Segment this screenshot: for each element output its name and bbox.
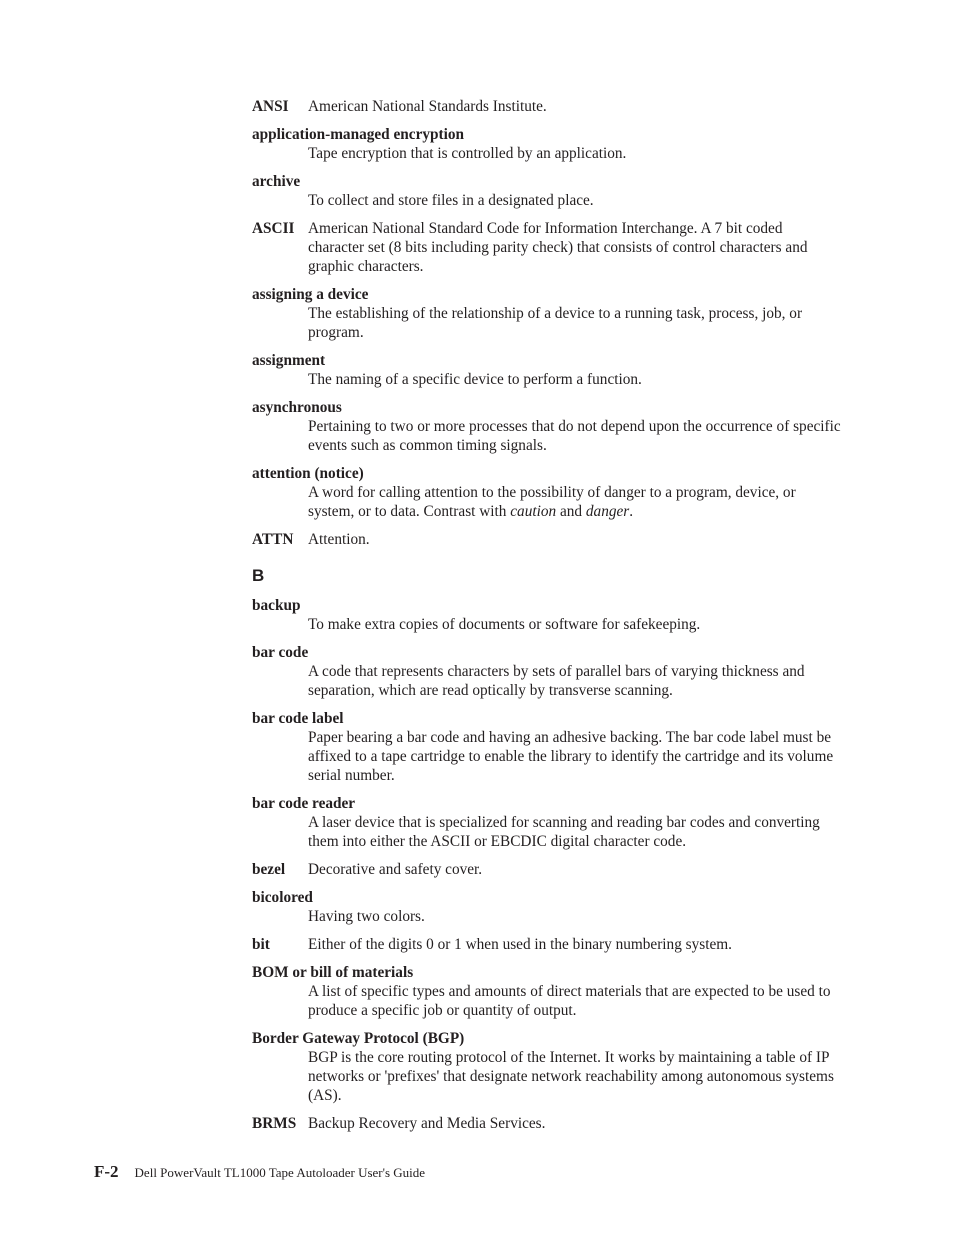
glossary-definition <box>308 370 842 389</box>
definition-text: Paper bearing a bar code and having an adhesive backing. The bar code label must be affixed to a tape cartridge to enable the library to identify the cartridge and its volume serial number. <box>308 729 834 784</box>
glossary-term: backup <box>252 597 301 614</box>
definition-text: Either of the digits 0 or 1 when used in the binary numbering system. <box>308 936 732 953</box>
glossary-term: bicolored <box>252 889 313 906</box>
glossary-definition <box>308 304 842 342</box>
glossary-entry <box>252 709 842 785</box>
definition-text: American National Standards Institute. <box>308 98 547 115</box>
glossary <box>252 97 842 1142</box>
glossary-definition <box>308 219 842 276</box>
glossary-definition <box>308 813 842 851</box>
glossary-entry <box>252 860 842 879</box>
glossary-term: bar code reader <box>252 795 356 812</box>
glossary-entry <box>252 1029 842 1105</box>
glossary-entry <box>252 935 842 954</box>
glossary-definition <box>308 530 842 549</box>
glossary-entry <box>252 530 842 549</box>
glossary-entry <box>252 596 842 634</box>
definition-text: and <box>556 503 586 520</box>
glossary-entry <box>252 888 842 926</box>
glossary-entry <box>252 97 842 116</box>
glossary-term: assignment <box>252 352 326 369</box>
glossary-definition <box>308 860 842 879</box>
definition-text: BGP is the core routing protocol of the Internet. It works by maintaining a table of IP networks or 'prefixes' that designate network reachability among autonomous systems (AS). <box>308 1049 834 1104</box>
definition-text: To collect and store files in a designated place. <box>308 192 594 209</box>
glossary-definition <box>308 982 842 1020</box>
glossary-entry <box>252 285 842 342</box>
glossary-definition <box>308 935 842 954</box>
definition-text: Having two colors. <box>308 908 425 925</box>
glossary-entry <box>252 794 842 851</box>
glossary-term: bar code label <box>252 710 344 727</box>
glossary-term: bezel <box>252 861 286 878</box>
definition-text: To make extra copies of documents or software for safekeeping. <box>308 616 701 633</box>
definition-text: American National Standard Code for Information Interchange. A 7 bit coded character set (8 bits including parity check) that consists of control characters and graphic characters. <box>308 220 808 275</box>
glossary-entry <box>252 125 842 163</box>
definition-text: A laser device that is specialized for scanning and reading bar codes and converting them into either the ASCII or EBCDIC digital character code. <box>308 814 820 850</box>
emphasized-term: danger <box>585 503 630 520</box>
glossary-definition <box>308 662 842 700</box>
glossary-term: bit <box>252 936 270 953</box>
glossary-definition <box>308 728 842 785</box>
definition-text: A list of specific types and amounts of direct materials that are expected to be used to produce a specific job or quantity of output. <box>308 983 831 1019</box>
definition-text: Decorative and safety cover. <box>308 861 483 878</box>
glossary-term: assigning a device <box>252 286 369 303</box>
glossary-term: ATTN <box>252 531 294 548</box>
glossary-entry <box>252 643 842 700</box>
page-number: F-2 <box>94 1162 119 1181</box>
glossary-entry <box>252 1114 842 1133</box>
glossary-definition <box>308 1114 842 1133</box>
glossary-definition <box>308 907 842 926</box>
definition-text: A word for calling attention to the possibility of danger to a program, device, or system, or to data. Contrast with <box>308 484 796 520</box>
glossary-entry <box>252 172 842 210</box>
glossary-term: BOM or bill of materials <box>252 964 414 981</box>
glossary-definition <box>308 483 842 521</box>
glossary-term: Border Gateway Protocol (BGP) <box>252 1030 465 1047</box>
glossary-term: archive <box>252 173 301 190</box>
glossary-term: ANSI <box>252 98 289 115</box>
glossary-definition <box>308 191 842 210</box>
emphasized-term: caution <box>510 503 557 520</box>
glossary-entry <box>252 219 842 276</box>
glossary-definition <box>308 144 842 163</box>
glossary-term: BRMS <box>252 1115 297 1132</box>
glossary-term: application-managed encryption <box>252 126 465 143</box>
glossary-definition <box>308 615 842 634</box>
glossary-entry <box>252 464 842 521</box>
definition-text: Backup Recovery and Media Services. <box>308 1115 546 1132</box>
definition-text: Tape encryption that is controlled by an application. <box>308 145 627 162</box>
guide-title: Dell PowerVault TL1000 Tape Autoloader User's Guide <box>134 1165 426 1180</box>
glossary-term: attention (notice) <box>252 465 364 482</box>
definition-text: The naming of a specific device to perform a function. <box>308 371 642 388</box>
glossary-entry <box>252 398 842 455</box>
glossary-entry <box>252 351 842 389</box>
definition-text: The establishing of the relationship of a device to a running task, process, job, or program. <box>308 305 803 341</box>
glossary-definition <box>308 417 842 455</box>
glossary-definition <box>308 97 842 116</box>
glossary-term: bar code <box>252 644 309 661</box>
glossary-term: asynchronous <box>252 399 342 416</box>
definition-text: Attention. <box>308 531 370 548</box>
glossary-definition <box>308 1048 842 1105</box>
glossary-term: ASCII <box>252 220 295 237</box>
glossary-entry <box>252 963 842 1020</box>
definition-text: A code that represents characters by sets of parallel bars of varying thickness and separation, which are read optically by transverse scanning. <box>308 663 805 699</box>
page-footer <box>94 1162 425 1182</box>
definition-text: Pertaining to two or more processes that do not depend upon the occurrence of specific events such as common timing signals. <box>308 418 841 454</box>
section-heading: B <box>252 566 265 585</box>
definition-text: . <box>629 503 634 520</box>
